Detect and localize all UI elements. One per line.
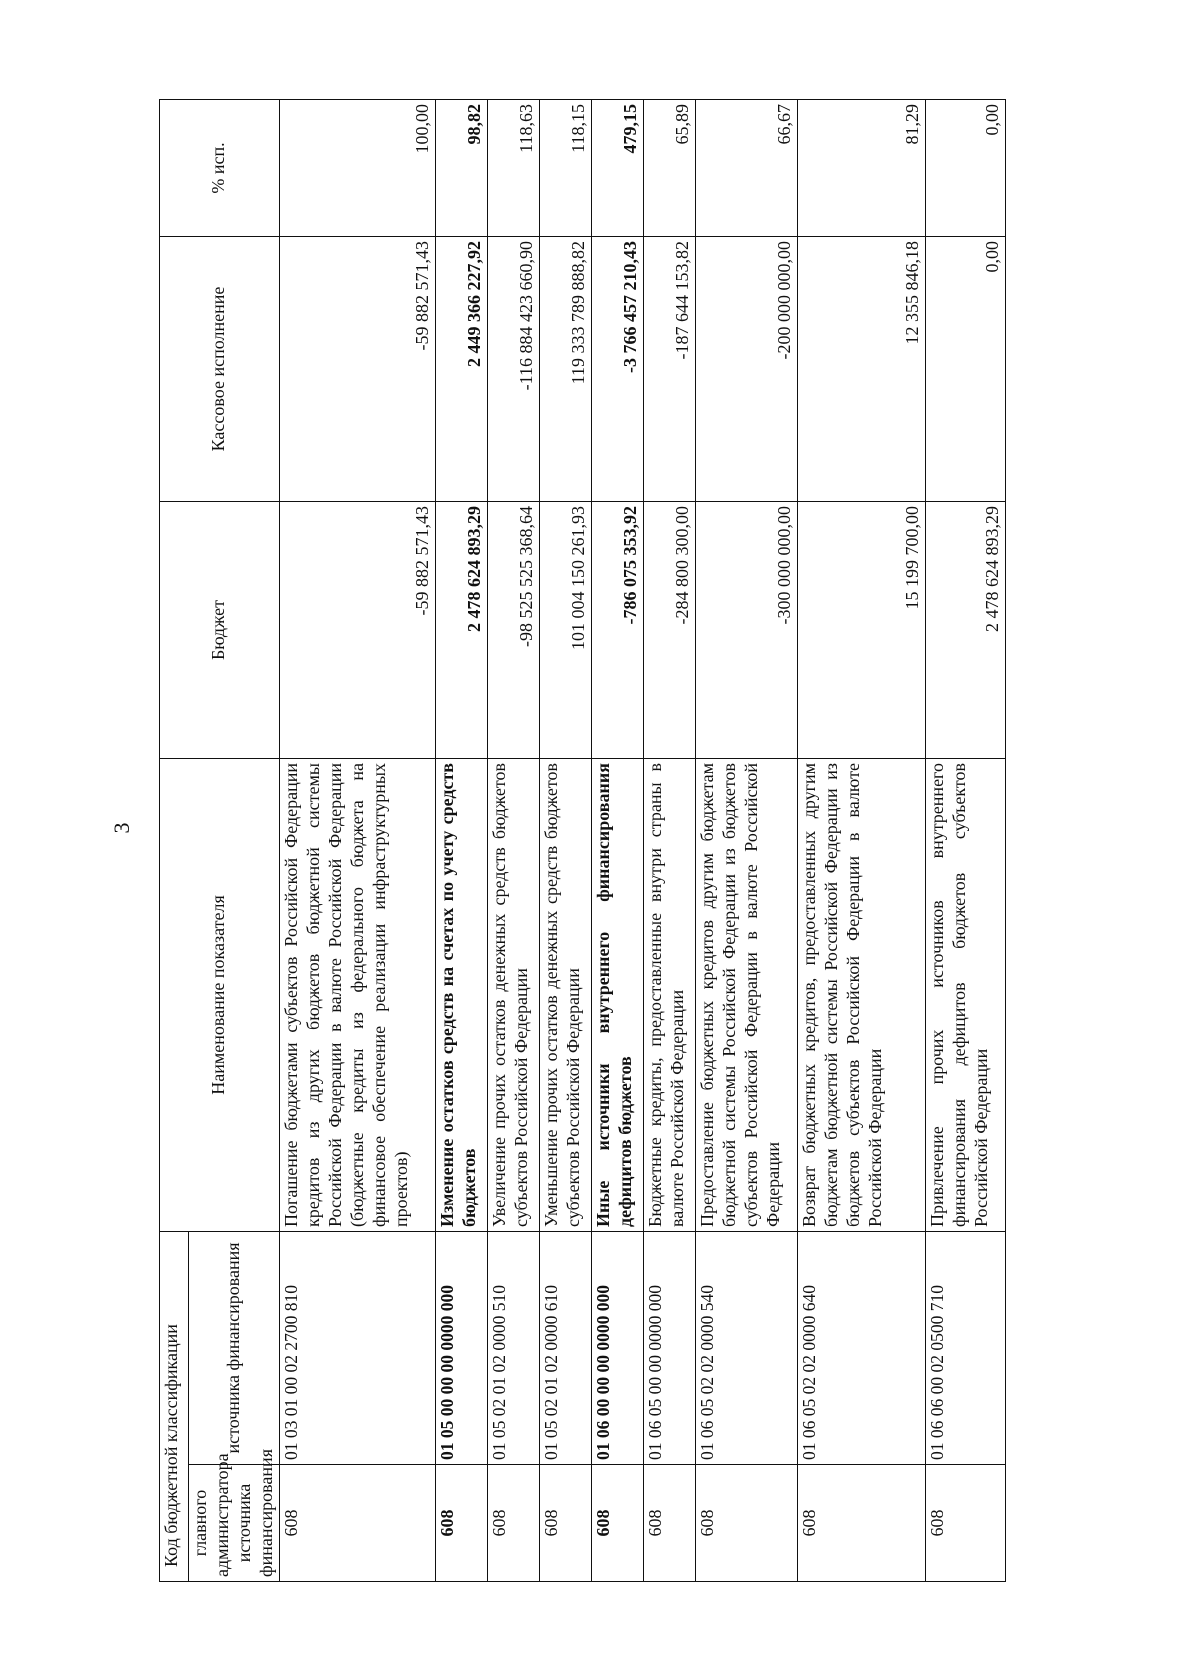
budget-value: -59 882 571,43 bbox=[279, 502, 435, 759]
cash-value: 12 355 846,18 bbox=[797, 237, 925, 502]
source-code: 01 06 05 00 00 0000 000 bbox=[643, 1232, 695, 1465]
percent-value: 65,89 bbox=[643, 100, 695, 237]
admin-code: 608 bbox=[539, 1465, 591, 1582]
source-code: 01 03 01 00 02 2700 810 bbox=[279, 1232, 435, 1465]
table-row bbox=[591, 100, 643, 1582]
indicator-name: Предоставление бюджетных кредитов другим бюджетам бюджетной системы Российской Федерации из бюджетов субъектов Российской Федерации в валюте Российской Федерации bbox=[695, 759, 797, 1232]
indicator-name: Возврат бюджетных кредитов, предоставленных другим бюджетам бюджетной системы Российской Федерации из бюджетов субъектов Российской Федерации в валюте Российской Федерации bbox=[797, 759, 925, 1232]
percent-value: 81,29 bbox=[797, 100, 925, 237]
indicator-name: Иные источники внутреннего финансирования дефицитов бюджетов bbox=[591, 759, 643, 1232]
indicator-name: Увеличение прочих остатков денежных средств бюджетов субъектов Российской Федерации bbox=[487, 759, 539, 1232]
cash-value: -187 644 153,82 bbox=[643, 237, 695, 502]
table-row bbox=[539, 100, 591, 1582]
cash-value: -3 766 457 210,43 bbox=[591, 237, 643, 502]
source-code: 01 05 00 00 00 0000 000 bbox=[435, 1232, 487, 1465]
percent-value: 0,00 bbox=[925, 100, 1005, 237]
cash-value: 0,00 bbox=[925, 237, 1005, 502]
budget-value: 2 478 624 893,29 bbox=[925, 502, 1005, 759]
source-code: 01 06 00 00 00 0000 000 bbox=[591, 1232, 643, 1465]
admin-code: 608 bbox=[279, 1465, 435, 1582]
financing-sources-table bbox=[159, 99, 1006, 1582]
cash-value: -59 882 571,43 bbox=[279, 237, 435, 502]
header-cash-execution: Кассовое исполнение bbox=[160, 237, 280, 502]
table-row bbox=[643, 100, 695, 1582]
admin-code: 608 bbox=[591, 1465, 643, 1582]
table-row bbox=[695, 100, 797, 1582]
rotated-table-container bbox=[159, 100, 1115, 1582]
budget-value: -284 800 300,00 bbox=[643, 502, 695, 759]
percent-value: 118,15 bbox=[539, 100, 591, 237]
budget-value: 101 004 150 261,93 bbox=[539, 502, 591, 759]
indicator-name: Уменьшение прочих остатков денежных средств бюджетов субъектов Российской Федерации bbox=[539, 759, 591, 1232]
budget-value: -98 525 525 368,64 bbox=[487, 502, 539, 759]
budget-value: 2 478 624 893,29 bbox=[435, 502, 487, 759]
admin-code: 608 bbox=[435, 1465, 487, 1582]
source-code: 01 06 05 02 02 0000 640 bbox=[797, 1232, 925, 1465]
table-row bbox=[487, 100, 539, 1582]
budget-value: -300 000 000,00 bbox=[695, 502, 797, 759]
percent-value: 100,00 bbox=[279, 100, 435, 237]
source-code: 01 06 06 00 02 0500 710 bbox=[925, 1232, 1005, 1465]
source-code: 01 05 02 01 02 0000 510 bbox=[487, 1232, 539, 1465]
admin-code: 608 bbox=[643, 1465, 695, 1582]
budget-value: 15 199 700,00 bbox=[797, 502, 925, 759]
cash-value: 2 449 366 227,92 bbox=[435, 237, 487, 502]
admin-code: 608 bbox=[925, 1465, 1005, 1582]
indicator-name: Бюджетные кредиты, предоставленные внутри страны в валюте Российской Федерации bbox=[643, 759, 695, 1232]
indicator-name: Погашение бюджетами субъектов Российской Федерации кредитов из других бюджетов бюджетной системы Российской Федерации в валюте Российской Федерации (бюджетные кредиты из федерального бюджета на финансовое обеспечение реализации инфраструктурных проектов) bbox=[279, 759, 435, 1232]
header-chief-administrator: главного администратора источника финансирования bbox=[189, 1465, 280, 1582]
header-budget-classification-code: Код бюджетной классификации bbox=[160, 1232, 189, 1582]
table-row bbox=[435, 100, 487, 1582]
table-row bbox=[797, 100, 925, 1582]
table-row bbox=[925, 100, 1005, 1582]
percent-value: 118,63 bbox=[487, 100, 539, 237]
admin-code: 608 bbox=[797, 1465, 925, 1582]
percent-value: 66,67 bbox=[695, 100, 797, 237]
header-financing-source: источника финансирования bbox=[189, 1232, 280, 1465]
percent-value: 98,82 bbox=[435, 100, 487, 237]
budget-value: -786 075 353,92 bbox=[591, 502, 643, 759]
header-execution-percent: % исп. bbox=[160, 100, 280, 237]
header-budget: Бюджет bbox=[160, 502, 280, 759]
indicator-name: Привлечение прочих источников внутреннего финансирования дефицитов бюджетов субъектов Российской Федерации bbox=[925, 759, 1005, 1232]
cash-value: -200 000 000,00 bbox=[695, 237, 797, 502]
percent-value: 479,15 bbox=[591, 100, 643, 237]
source-code: 01 05 02 01 02 0000 610 bbox=[539, 1232, 591, 1465]
cash-value: 119 333 789 888,82 bbox=[539, 237, 591, 502]
header-indicator-name: Наименование показателя bbox=[160, 759, 280, 1232]
page-number: 3 bbox=[109, 822, 134, 834]
table-row bbox=[279, 100, 435, 1582]
indicator-name: Изменение остатков средств на счетах по учету средств бюджетов bbox=[435, 759, 487, 1232]
source-code: 01 06 05 02 02 0000 540 bbox=[695, 1232, 797, 1465]
cash-value: -116 884 423 660,90 bbox=[487, 237, 539, 502]
admin-code: 608 bbox=[487, 1465, 539, 1582]
admin-code: 608 bbox=[695, 1465, 797, 1582]
